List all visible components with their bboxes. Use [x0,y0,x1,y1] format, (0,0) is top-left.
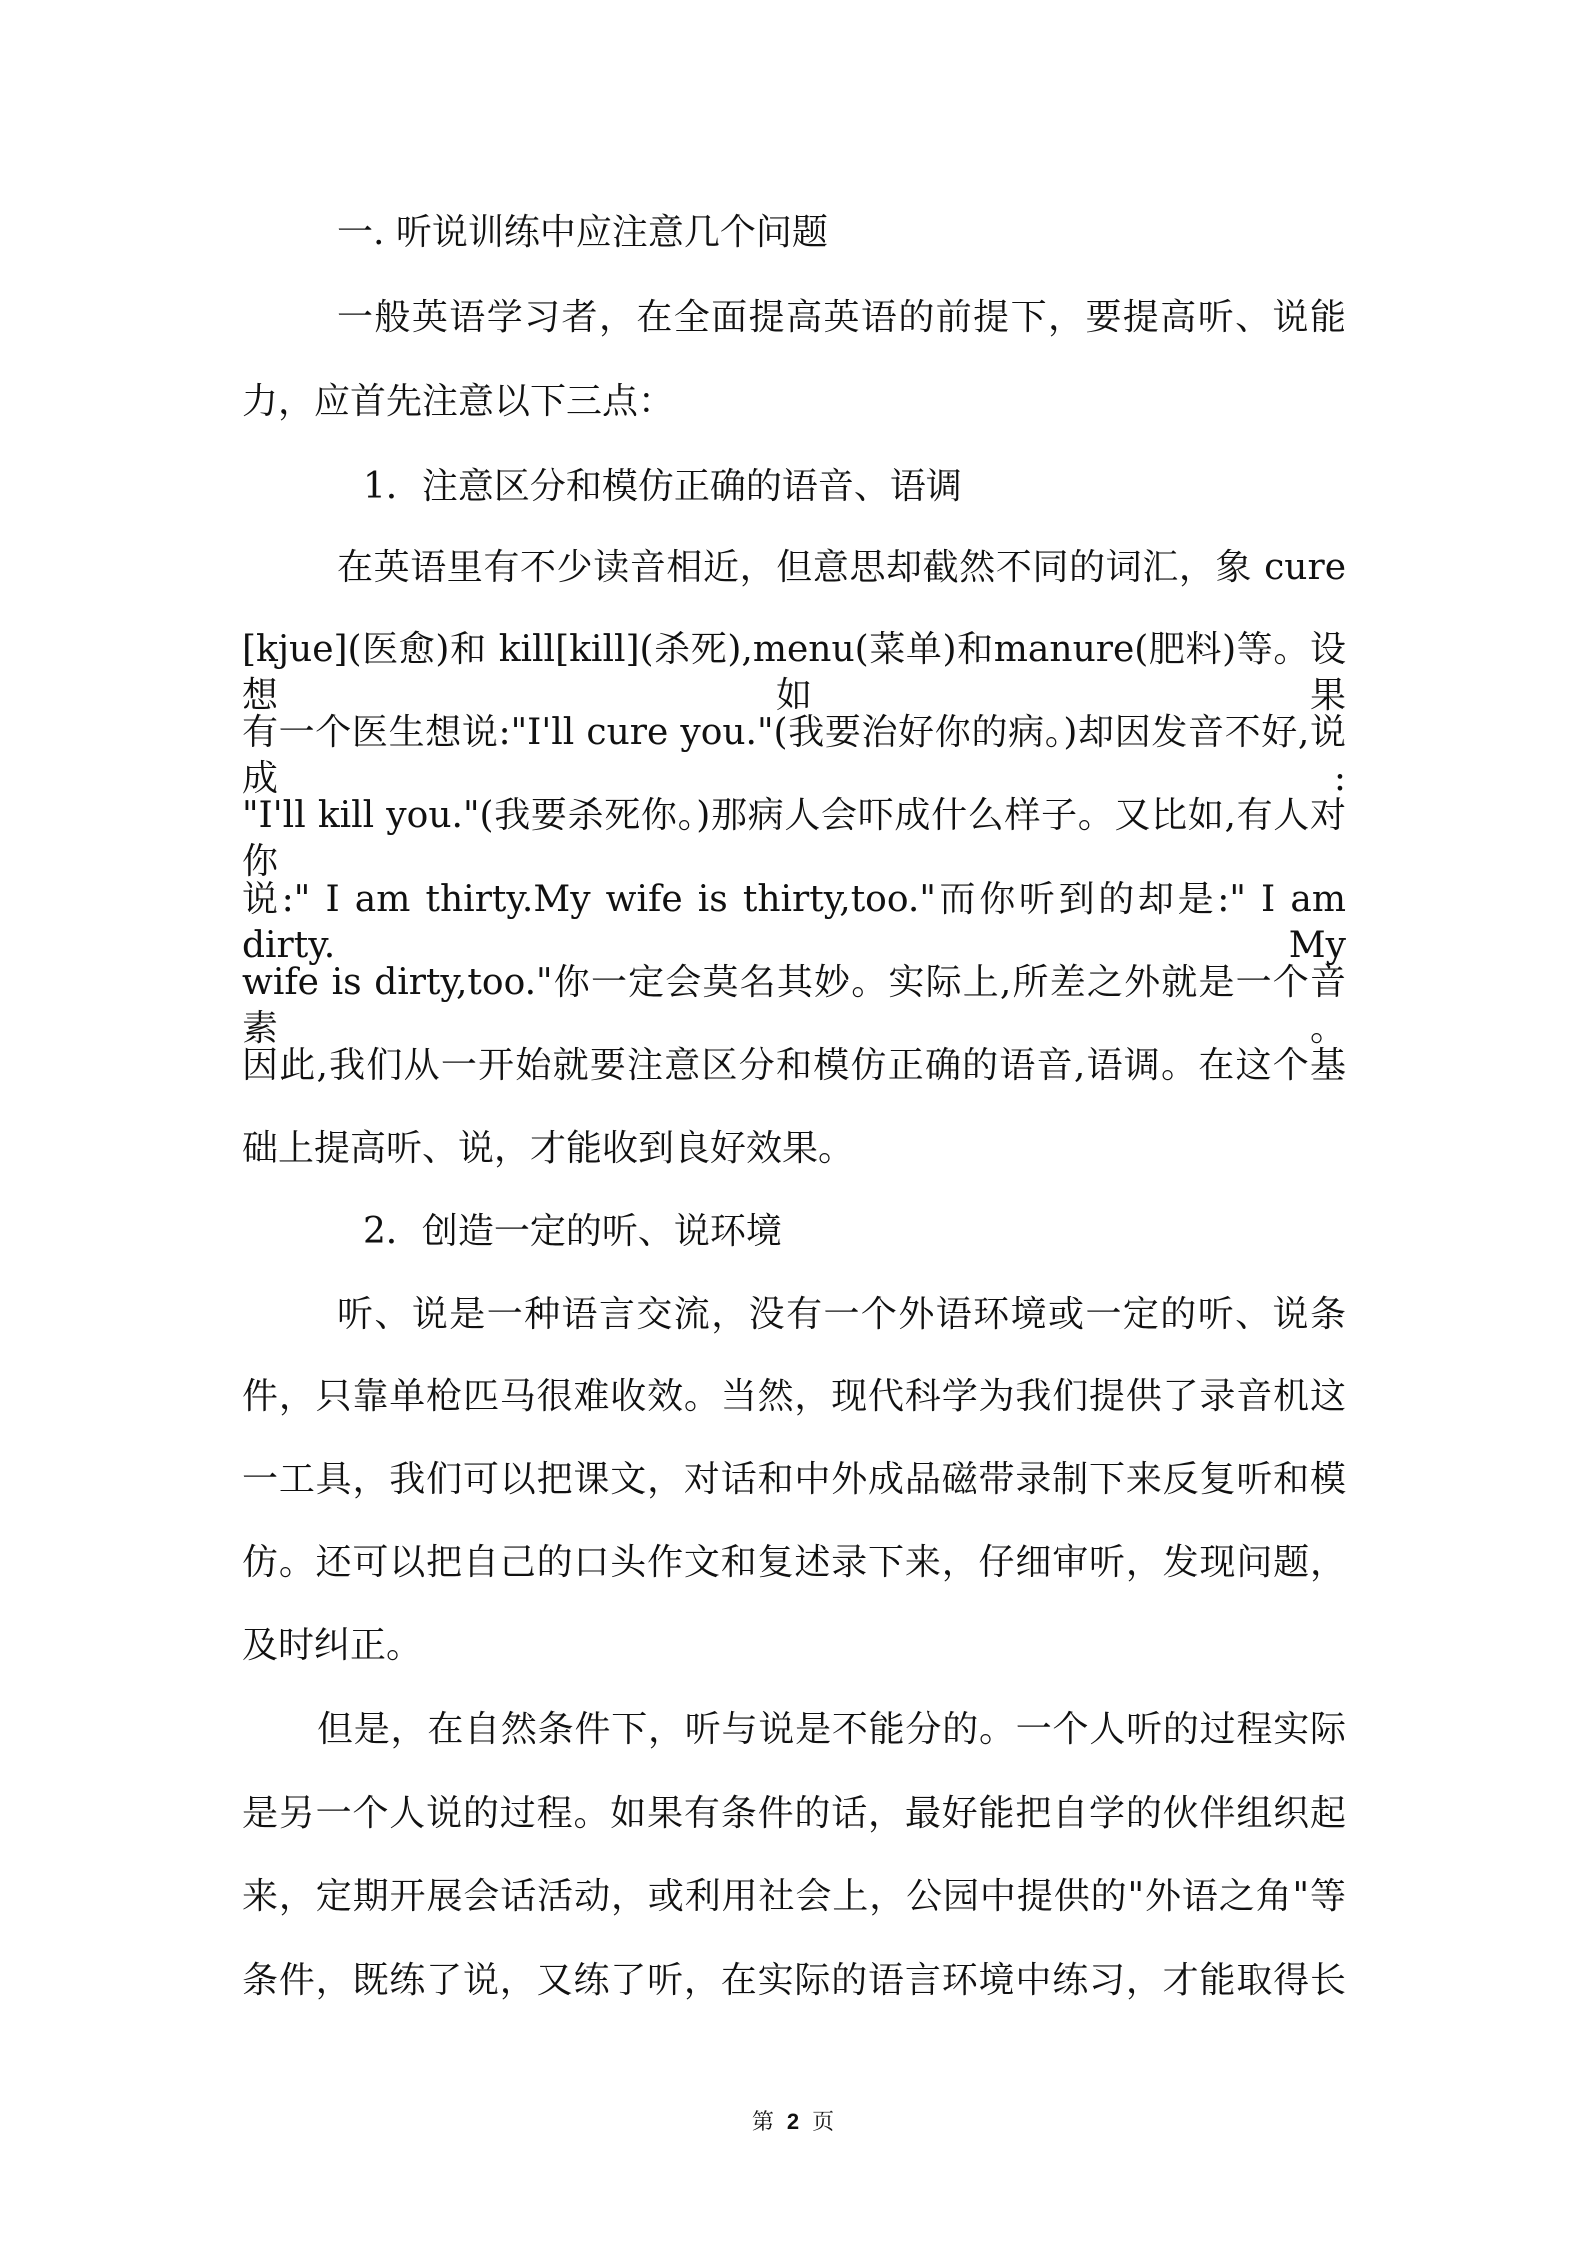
point1-line-5: 说:" I am thirty.My wife is thirty,too."而你听到的却是:" I am dirty. My [242,879,1346,966]
point2-p1-line-3: 一工具，我们可以把课文，对话和中外成品磁带录制下来反复听和模 [242,1459,1346,1500]
point2-p2-line-4: 条件，既练了说，又练了听，在实际的语言环境中练习，才能取得长 [242,1960,1346,2001]
intro-line-2: 力，应首先注意以下三点： [242,381,675,422]
footer-suffix: 页 [812,2110,835,2135]
point1-line-8: 础上提高听、说，才能收到良好效果。 [242,1128,855,1169]
point2-heading: 2．创造一定的听、说环境 [363,1211,782,1252]
point2-p1-line-5: 及时纠正。 [242,1625,423,1666]
point1-line-3: 有一个医生想说:"I'll cure you."(我要治好你的病。)却因发音不好,说成: [242,712,1346,799]
page-number: 2 [786,2109,800,2134]
point2-p2-line-3: 来，定期开展会话活动，或利用社会上，公园中提供的"外语之角"等 [242,1876,1346,1917]
point1-line-2: [kjue](医愈)和 kill[kill](杀死),menu(菜单)和manure(肥料)等。设想如果 [242,629,1346,716]
page-footer [0,2105,1586,2136]
footer-prefix: 第 [751,2110,774,2135]
point1-line-1: 在英语里有不少读音相近，但意思却截然不同的词汇，象 cure [337,547,1346,588]
point1-line-4: "I'll kill you."(我要杀死你。)那病人会吓成什么样子。又比如,有人对你 [242,795,1346,882]
section-heading: 一. 听说训练中应注意几个问题 [337,212,828,253]
point2-p1-line-4: 仿。还可以把自己的口头作文和复述录下来，仔细审听，发现问题， [242,1542,1346,1583]
point1-line-7: 因此,我们从一开始就要注意区分和模仿正确的语音,语调。在这个基 [242,1045,1346,1086]
point1-heading: 1．注意区分和模仿正确的语音、语调 [363,466,962,507]
point1-line-6: wife is dirty,too."你一定会莫名其妙。实际上,所差之外就是一个音素。 [242,962,1346,1049]
point2-p2-line-1: 但是，在自然条件下，听与说是不能分的。一个人听的过程实际 [317,1709,1346,1750]
point2-p1-line-1: 听、说是一种语言交流，没有一个外语环境或一定的听、说条 [337,1294,1346,1335]
point2-p2-line-2: 是另一个人说的过程。如果有条件的话，最好能把自学的伙伴组织起 [242,1793,1346,1834]
point2-p1-line-2: 件，只靠单枪匹马很难收效。当然，现代科学为我们提供了录音机这 [242,1376,1346,1417]
intro-line-1: 一般英语学习者，在全面提高英语的前提下，要提高听、说能 [337,297,1346,338]
